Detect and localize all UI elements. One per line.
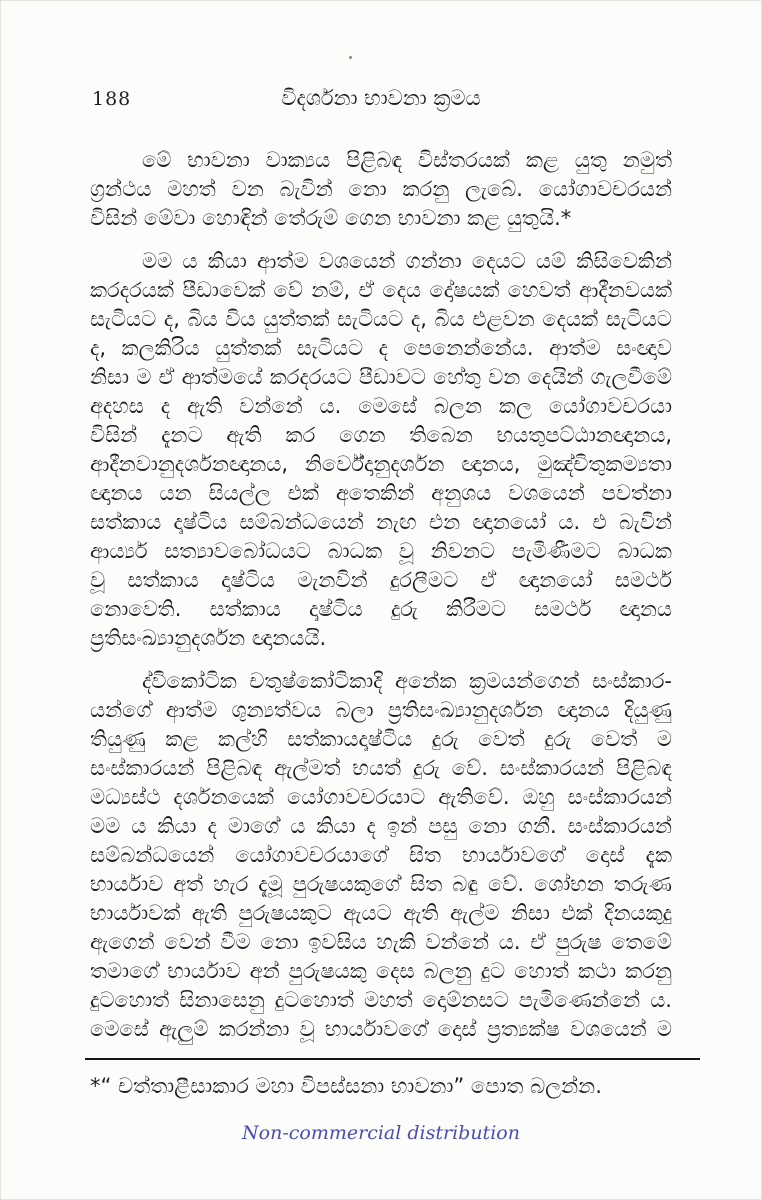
text-line: නොවෙති. සත්කාය දෘෂ්ටිය දුරු කිරීමට සමර්ථ ඥානය [90, 597, 672, 621]
text-line: මම ය කියා ආත්ම වශයෙන් ගන්නා දෙයට යම් කිසිවෙකින් [142, 249, 672, 273]
text-line: ඇගෙන් වෙන් වීම නො ඉවසිය හැකි වන්නේ ය. ඒ පුරුෂ තෙමේ [90, 930, 672, 954]
page-number: 188 [92, 88, 132, 110]
distribution-notice: Non-commercial distribution [242, 1122, 520, 1144]
text-line: නිසා ම ඒ ආත්මයේ කරදරයට පීඩාවට හේතු වන දෙයින් ගැලවීමේ [90, 365, 672, 389]
paragraph [90, 667, 672, 1044]
text-line: මධ්‍යස්ථ දර්ශනයෙක් යෝගාවචරයාට ඇතිවේ. ඔහු සංස්කාරයන් [90, 785, 672, 809]
text-line: සත්කාය දෘෂ්ටිය සම්බන්ධයෙන් නැඟ එන ඥානයෝ ය. එ බැවින් [90, 510, 672, 534]
text-line: භාර්යාව අත් හැර දැමූ පුරුෂයකුගේ සිත බඳු වේ. ශෝභන තරුණ [90, 872, 672, 896]
text-line: දුටහොත් සිනාසෙනු දුටහොත් මහත් දොම්නසට පැමිණෙන්නේ ය. [90, 988, 672, 1012]
text-line: සංස්කාරයන් පිළිබඳ ඇල්මත් භයත් දුරු වේ. සංස්කාරයන් පිළිබඳ [90, 756, 672, 780]
text-line: ද, කලකිරිය යුත්තක් සැටියට ද පෙනෙන්නේය. ආත්ම සංඥාව [90, 336, 672, 360]
text-line: මම ය කියා ද මාගේ ය කියා ද ඉන් පසු නො ගනී. සංස්කාරයන් [90, 814, 672, 838]
text-line: ආදීනවානුදර්ශනඥානය, නිර්වේදානුදර්ශන ඥානය, මුඤ්චිතුකම්‍යතා [90, 452, 672, 476]
page-header-title: විදර්ශනා භාවනා ක්‍රමය [281, 86, 481, 110]
text-line: අදහස ද ඇති වන්නේ ය. මෙසේ බලන කල යෝගාවචරයා [90, 394, 672, 418]
text-line: ඥානය යන සියල්ල එක් අතෙකින් අනුශය වශයෙන් පවත්නා [90, 481, 672, 505]
text-line: තියුණු කළ කල්හි සත්කායදෘෂ්ටිය දුරු වෙත් දුරු වෙත් ම [90, 727, 672, 751]
text-line: වූ සත්කාය දෘෂ්ටිය මැනවින් දුරලීමට ඒ ඥානයෝ සමර්ථ [90, 568, 672, 592]
text-line: මෙසේ ඇලුම් කරන්නා වූ භාර්යාවගේ දොස් ප්‍රත්‍යක්ෂ වශයෙන් ම [90, 1017, 672, 1041]
text-line: යන්ගේ ආත්ම ශුන්‍යත්වය බලා ප්‍රතිසංඛ්‍යානුදර්ශන ඥානය දියුණු [90, 698, 672, 722]
text-line: ප්‍රතිසංඛ්‍යානුදර්ශන ඥානයයි. [90, 626, 327, 650]
footnote-text: *“ චත්තාළීසාකාර මහා විපස්සනා භාවනා” පොත බලන්න. [90, 1074, 602, 1098]
text-line: මේ භාවනා වාක්‍යය පිළිබඳ විස්තරයක් කළ යුතු නමුත් [142, 148, 672, 172]
paragraph [90, 146, 672, 233]
text-line: ග්‍රන්ථය මහත් වන බැවින් නො කරනු ලැබේ. යෝගාවචරයන් [90, 177, 672, 201]
text-line: විසින් දැනට ඇති කර ගෙන තිබෙන භයතුපට්ඨානඥානය, [90, 423, 672, 447]
body-text [90, 146, 672, 1044]
text-line: තමාගේ භාර්යාව අන් පුරුෂයකු දෙස බලනු දුට හොත් කථා කරනු [90, 959, 672, 983]
text-line: ද්විකෝටික චතුෂ්කෝටිකාදි අනේක ක්‍රමයන්ගෙන් සංස්කාර- [142, 669, 672, 693]
text-line: ආර්ය්‍ය සත්‍යාවබෝධයට බාධක වූ නිවනට පැමිණීමට බාධක [90, 539, 672, 563]
footnote-divider [85, 1058, 700, 1060]
text-line: සැටියට ද, බිය විය යුත්තක් සැටියට ද, බිය එළවන දෙයක් සැටියට [90, 307, 672, 331]
text-line: සම්බන්ධයෙන් යෝගාවචරයාගේ සිත භාර්යාවගේ දොස් දැක [90, 843, 672, 867]
text-line: කරදරයක් පීඩාවෙක් වේ නම්, ඒ දෙය දෝෂයක් හෙවත් ආදීනවයක් [90, 278, 672, 302]
text-line: භාර්යාවක් ඇති පුරුෂයකුට ඇයට ඇති ඇල්ම නිසා එක් දිනයකුදු [90, 901, 672, 925]
text-line: විසින් මේවා හොඳින් තේරුම් ගෙන භාවනා කළ යුතුයි.* [90, 206, 572, 230]
paragraph [90, 247, 672, 653]
scan-speck [349, 56, 352, 59]
